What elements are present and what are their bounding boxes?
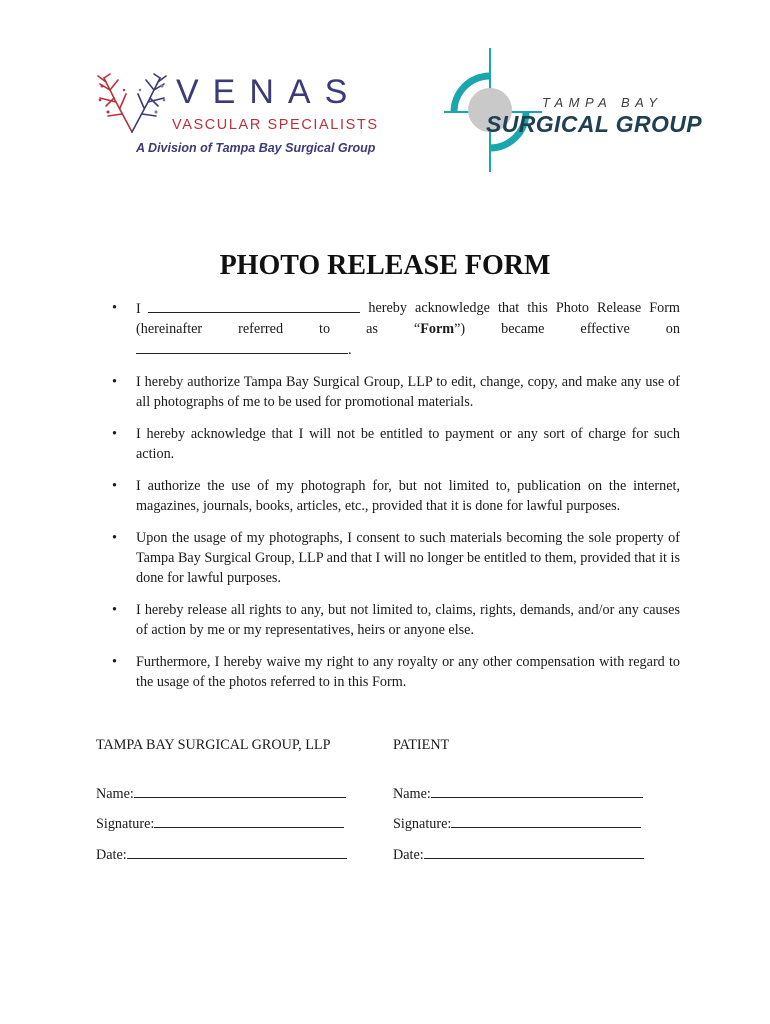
venas-subtitle: VASCULAR SPECIALISTS	[172, 117, 379, 133]
vein-tree-icon	[96, 72, 168, 134]
patient-name-field: Name:	[393, 784, 643, 804]
clause-authorize-edit: • I hereby authorize Tampa Bay Surgical Group, LLP to edit, change, copy, and make any use of all photographs of me to be used for promotional materials.	[112, 374, 680, 410]
bullet-icon: •	[112, 478, 117, 494]
tampa-bay-text: TAMPA BAY	[542, 95, 663, 110]
company-heading: TAMPA BAY SURGICAL GROUP, LLP	[96, 737, 331, 753]
surgical-group-text: SURGICAL GROUP	[486, 111, 703, 137]
patient-name-line[interactable]	[431, 784, 643, 798]
company-name-field: Name:	[96, 784, 346, 804]
bullet-icon: •	[112, 374, 117, 390]
patient-heading: PATIENT	[393, 737, 450, 753]
bullet-icon: •	[112, 602, 117, 618]
company-date-line[interactable]	[127, 845, 347, 859]
tampa-bay-logo	[442, 46, 703, 176]
release-clauses	[112, 298, 680, 704]
patient-date-line[interactable]	[424, 845, 644, 859]
venas-division-line: A Division of Tampa Bay Surgical Group	[136, 141, 376, 155]
bullet-icon: •	[112, 300, 117, 316]
clause-authorize-use: • I authorize the use of my photograph for, but not limited to, publication on the internet, magazines, journals, books, articles, etc., provided that it is done for lawful purposes.	[112, 478, 680, 514]
company-signature-field: Signature:	[96, 814, 344, 834]
clause-acknowledgement: • I hereby acknowledge that this Photo Release Form (hereinafter referred to as “Form”) became effective on .	[112, 300, 680, 358]
clause-waive-royalty: • Furthermore, I hereby waive my right to any royalty or any other compensation with regard to the usage of the photos referred to in this Form.	[112, 654, 680, 690]
bullet-icon: •	[112, 426, 117, 442]
clause-release-rights: • I hereby release all rights to any, but not limited to, claims, rights, demands, and/or any causes of action by me or my representatives, heirs or anyone else.	[112, 602, 680, 638]
page-title: PHOTO RELEASE FORM	[219, 250, 551, 281]
clause-no-payment: • I hereby acknowledge that I will not be entitled to payment or any sort of charge for such action.	[112, 426, 680, 462]
venas-logo	[96, 70, 396, 165]
patient-signature-field: Signature:	[393, 814, 641, 834]
name-blank[interactable]	[148, 298, 360, 313]
bullet-icon: •	[112, 530, 117, 546]
patient-date-field: Date:	[393, 845, 644, 865]
patient-signature-line[interactable]	[451, 814, 641, 828]
company-signature-line[interactable]	[154, 814, 344, 828]
form-defined-term: Form	[420, 321, 455, 337]
company-date-field: Date:	[96, 845, 347, 865]
bullet-icon: •	[112, 654, 117, 670]
date-blank[interactable]	[136, 339, 348, 354]
venas-wordmark: VENAS	[176, 73, 362, 111]
company-name-line[interactable]	[134, 784, 346, 798]
clause-sole-property: • Upon the usage of my photographs, I consent to such materials becoming the sole property of Tampa Bay Surgical Group, LLP and that I will no longer be entitled to them, provided that it is done for lawful purposes.	[112, 530, 680, 586]
